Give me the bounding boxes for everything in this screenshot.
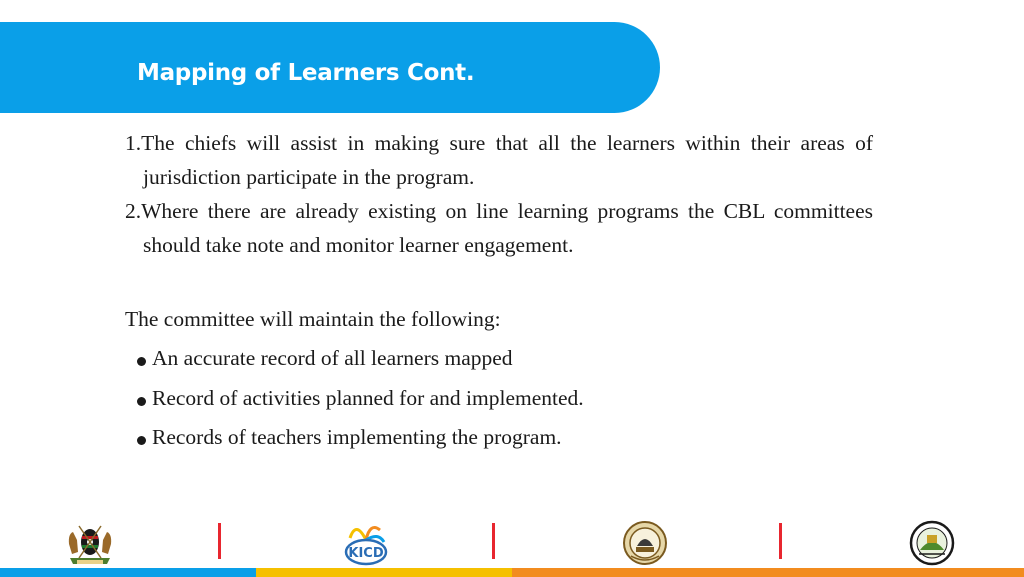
county-emblem-icon — [909, 520, 955, 566]
bullet-item — [137, 346, 584, 386]
kicd-logo-icon — [342, 520, 390, 566]
footer-logos — [0, 518, 1024, 568]
bottom-bar-blue — [0, 568, 256, 577]
bottom-bar-yellow — [256, 568, 512, 577]
kicd-logo-text: KICD — [348, 546, 384, 561]
ministry-seal-icon — [622, 520, 668, 566]
item-number: 1. — [125, 131, 142, 155]
numbered-item — [125, 194, 873, 262]
kenya-coat-of-arms-icon — [65, 520, 115, 566]
footer-divider — [779, 523, 782, 559]
bullet-text: Records of teachers implementing the program. — [152, 425, 562, 449]
bullet-dot-icon — [137, 357, 146, 366]
bottom-bar-orange — [512, 568, 1024, 577]
bullet-dot-icon — [137, 397, 146, 406]
bullet-text: Record of activities planned for and implemented. — [152, 385, 584, 410]
footer-divider — [492, 523, 495, 559]
item-text: The chiefs will assist in making sure that all the learners within their areas of jurisdiction participate in the program. — [141, 131, 873, 189]
bullet-list — [137, 346, 584, 465]
numbered-list — [125, 126, 873, 262]
bullet-item — [137, 386, 584, 426]
bullet-item — [137, 425, 584, 465]
lead-in-text: The committee will maintain the following: — [125, 307, 501, 331]
item-text: Where there are already existing on line learning programs the CBL committees should take note and monitor learner engagement. — [141, 199, 873, 257]
bottom-color-bar — [0, 568, 1024, 577]
numbered-item — [125, 126, 873, 194]
footer-divider — [218, 523, 221, 559]
slide-title: Mapping of Learners Cont. — [137, 60, 475, 86]
bullet-text: An accurate record of all learners mapped — [152, 346, 513, 370]
bullet-dot-icon — [137, 436, 146, 445]
item-number: 2. — [125, 199, 142, 223]
